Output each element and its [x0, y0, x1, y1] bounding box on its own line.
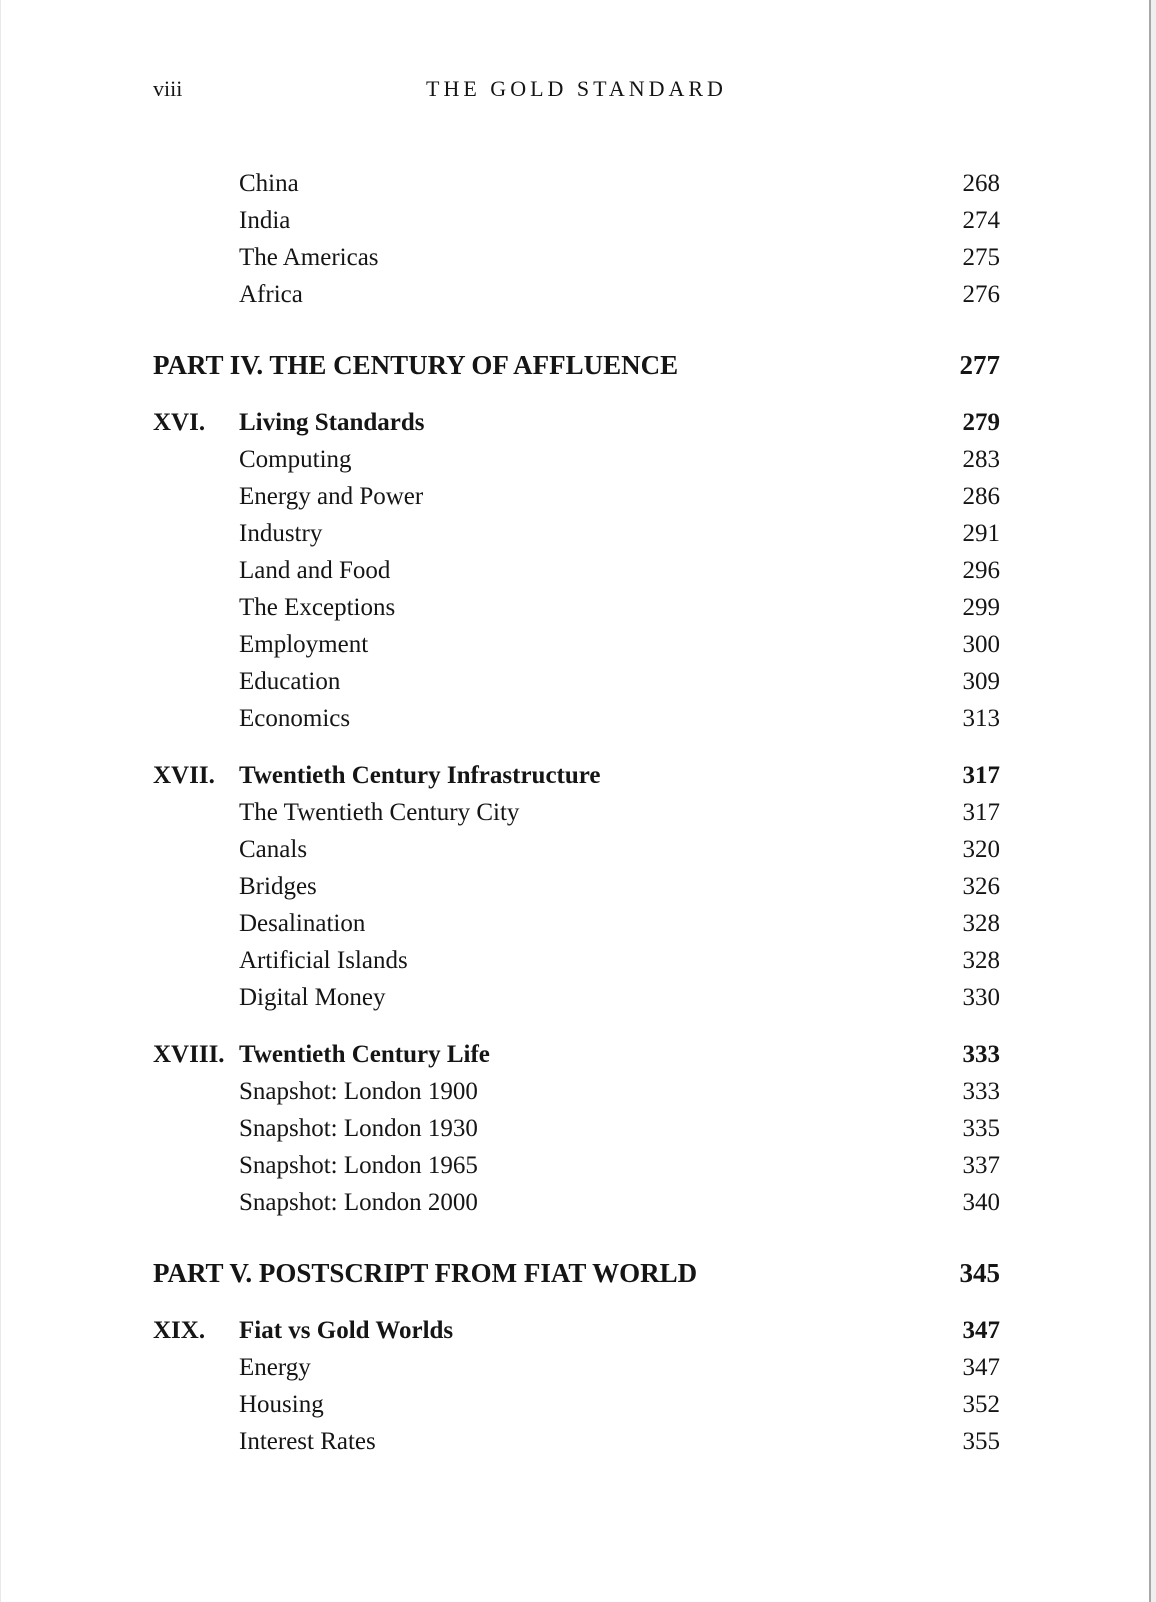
toc-entry-sub [153, 626, 1000, 663]
toc-entry-page: 333 [962, 1078, 1000, 1105]
toc-entry-sub [153, 794, 1000, 831]
running-head: THE GOLD STANDARD [426, 76, 727, 101]
toc-entry-sub [153, 905, 1000, 942]
page-header [153, 74, 1000, 104]
toc-entry-label: Economics [239, 705, 351, 732]
toc-entry-sub [153, 1349, 1000, 1386]
toc-entry-page: 317 [962, 799, 1000, 826]
toc-entry-part [153, 1255, 1000, 1292]
toc-entry-page: 274 [962, 207, 1000, 234]
toc-entry-sub [153, 700, 1000, 737]
toc-entry-page: 299 [962, 594, 1000, 621]
toc-entry-sub [153, 165, 1000, 202]
toc-entry-page: 330 [962, 984, 1000, 1011]
toc-entry-page: 335 [962, 1115, 1000, 1142]
toc-entry-label: Education [239, 668, 341, 695]
toc-entry-sub [153, 831, 1000, 868]
toc-entry-page: 300 [962, 631, 1000, 658]
toc-entry-label: The Exceptions [239, 594, 396, 621]
chapter-numeral: XVII. [153, 762, 215, 789]
toc-entry-label: The Twentieth Century City [239, 799, 520, 826]
toc-entry-page: 347 [962, 1317, 1000, 1344]
toc-entry-label: Energy [239, 1354, 311, 1381]
toc-entry-label: Snapshot: London 1965 [239, 1152, 478, 1179]
toc-entry-label: The Americas [239, 244, 379, 271]
toc-entry-label: Housing [239, 1391, 324, 1418]
toc-entry-page: 328 [962, 947, 1000, 974]
toc-entry-page: 277 [959, 350, 1000, 380]
chapter-numeral: XVI. [153, 409, 206, 436]
toc-entry-label: Snapshot: London 1900 [239, 1078, 478, 1105]
toc-entry-label: Canals [239, 836, 308, 863]
toc-entry-page: 352 [962, 1391, 1000, 1418]
toc-entry-sub [153, 868, 1000, 905]
toc-entry-label: Land and Food [239, 557, 391, 584]
toc-entry-page: 313 [962, 705, 1000, 732]
toc-entry-page: 337 [962, 1152, 1000, 1179]
toc-entry-label: Energy and Power [239, 483, 424, 510]
toc-entry-label: Snapshot: London 2000 [239, 1189, 478, 1216]
toc-entry-label: Computing [239, 446, 352, 473]
toc-entry-label: Artificial Islands [239, 947, 408, 974]
toc-entry-chapter [153, 1036, 1000, 1073]
toc-entry-page: 345 [959, 1258, 1000, 1288]
toc-entry-page: 276 [962, 281, 1000, 308]
folio-page-number: viii [153, 76, 183, 101]
toc-entry-sub [153, 1110, 1000, 1147]
toc-entry-label: China [239, 170, 299, 197]
toc-entry-chapter [153, 404, 1000, 441]
toc-entry-label: PART IV. THE CENTURY OF AFFLUENCE [153, 350, 679, 380]
toc-entry-page: 283 [962, 446, 1000, 473]
toc-entry-sub [153, 239, 1000, 276]
chapter-numeral: XVIII. [153, 1041, 225, 1068]
toc-entry-page: 320 [962, 836, 1000, 863]
toc-entry-sub [153, 1386, 1000, 1423]
toc-entry-page: 326 [962, 873, 1000, 900]
toc-entry-page: 355 [962, 1428, 1000, 1455]
toc-entry-page: 328 [962, 910, 1000, 937]
toc-entry-page: 286 [962, 483, 1000, 510]
toc-entry-chapter [153, 1312, 1000, 1349]
toc-entry-label: Employment [239, 631, 369, 658]
toc-entry-label: Africa [239, 281, 303, 308]
toc-entry-page: 279 [962, 409, 1000, 436]
toc-entry-sub [153, 1423, 1000, 1460]
toc-entry-sub [153, 1073, 1000, 1110]
toc-entry-label: India [239, 207, 291, 234]
toc-entry-label: Bridges [239, 873, 317, 900]
toc-list [153, 165, 1000, 1460]
toc-entry-label: Digital Money [239, 984, 386, 1011]
toc-entry-label: PART V. POSTSCRIPT FROM FIAT WORLD [153, 1258, 698, 1288]
toc-entry-sub [153, 515, 1000, 552]
toc-entry-chapter [153, 757, 1000, 794]
toc-entry-label: Living Standards [239, 409, 425, 436]
toc-entry-label: Desalination [239, 910, 366, 937]
chapter-numeral: XIX. [153, 1317, 206, 1344]
toc-entry-sub [153, 663, 1000, 700]
toc-entry-sub [153, 202, 1000, 239]
toc-entry-sub [153, 276, 1000, 313]
toc-entry-page: 275 [962, 244, 1000, 271]
toc-entry-label: Industry [239, 520, 323, 547]
toc-entry-page: 268 [962, 170, 1000, 197]
toc-entry-sub [153, 1184, 1000, 1221]
toc-entry-page: 317 [962, 762, 1000, 789]
toc-entry-sub [153, 589, 1000, 626]
toc-entry-page: 333 [962, 1041, 1000, 1068]
toc-entry-page: 340 [962, 1189, 1000, 1216]
toc-entry-sub [153, 441, 1000, 478]
toc-entry-sub [153, 942, 1000, 979]
page-content [1, 74, 1149, 1460]
toc-entry-label: Snapshot: London 1930 [239, 1115, 478, 1142]
toc-entry-part [153, 347, 1000, 384]
toc-entry-label: Twentieth Century Life [239, 1041, 490, 1068]
toc-entry-page: 296 [962, 557, 1000, 584]
toc-entry-page: 291 [962, 520, 1000, 547]
toc-entry-sub [153, 1147, 1000, 1184]
toc-entry-sub [153, 552, 1000, 589]
toc-entry-label: Interest Rates [239, 1428, 376, 1455]
toc-entry-sub [153, 979, 1000, 1016]
toc-entry-label: Twentieth Century Infrastructure [239, 762, 601, 789]
toc-entry-label: Fiat vs Gold Worlds [239, 1317, 454, 1344]
toc-entry-page: 347 [962, 1354, 1000, 1381]
toc-entry-sub [153, 478, 1000, 515]
toc-entry-page: 309 [962, 668, 1000, 695]
